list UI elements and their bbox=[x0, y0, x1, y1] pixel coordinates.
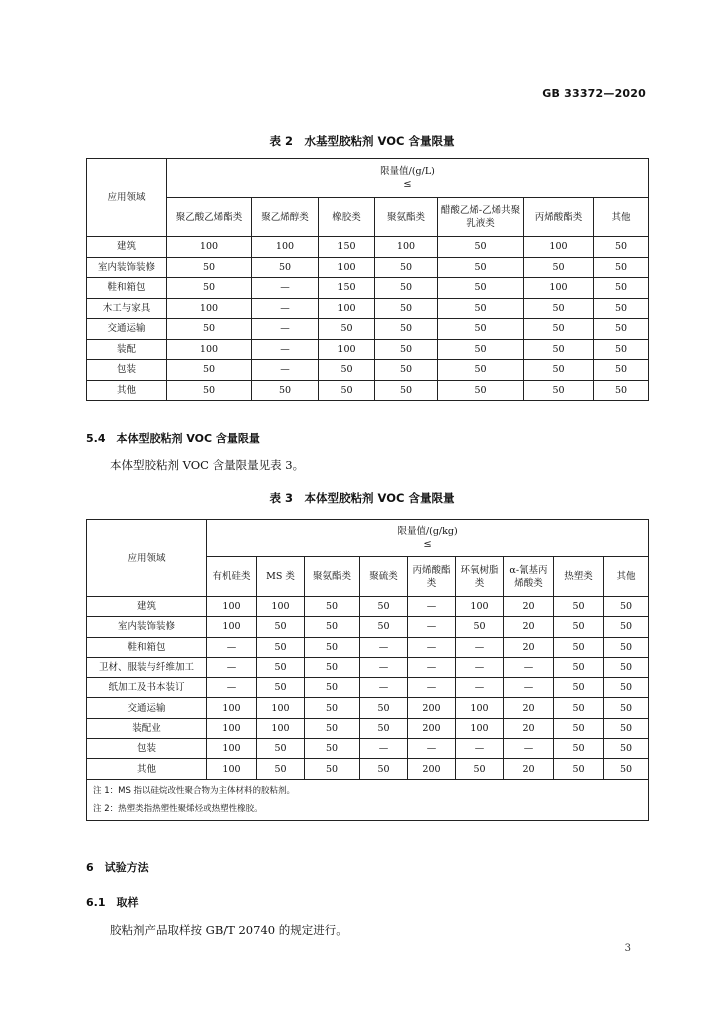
table3-cell: — bbox=[504, 739, 554, 759]
table2-cell: 100 bbox=[252, 237, 319, 258]
table3-cell: 50 bbox=[604, 759, 649, 779]
table3 bbox=[86, 519, 649, 821]
table3-cell: — bbox=[456, 678, 504, 698]
table3-cell: 50 bbox=[604, 637, 649, 657]
table2-cell: 50 bbox=[438, 278, 524, 299]
table2-cell: 50 bbox=[319, 380, 375, 401]
table2-row-field: 其他 bbox=[87, 380, 167, 401]
table2-cell: — bbox=[252, 298, 319, 319]
table2-row-field: 室内装饰装修 bbox=[87, 257, 167, 278]
table2-cell: 50 bbox=[167, 380, 252, 401]
table3-caption: 表 3 本体型胶粘剂 VOC 含量限量 bbox=[269, 491, 455, 505]
table-row bbox=[87, 678, 649, 698]
table3-cell: 50 bbox=[257, 657, 305, 677]
standard-number: GB 33372—2020 bbox=[542, 87, 646, 100]
table2-cell: 100 bbox=[167, 237, 252, 258]
table3-cell: 50 bbox=[257, 678, 305, 698]
table3-cell: 50 bbox=[305, 597, 360, 617]
section-6-title: 6 试验方法 bbox=[86, 861, 149, 874]
table3-row-field: 纸加工及书本装订 bbox=[87, 678, 207, 698]
table3-cell: 50 bbox=[257, 637, 305, 657]
table3-cell: 20 bbox=[504, 637, 554, 657]
table2-cell: — bbox=[252, 339, 319, 360]
table2-cell: 150 bbox=[319, 278, 375, 299]
table3-cell: 50 bbox=[305, 718, 360, 738]
table-row bbox=[87, 617, 649, 637]
table3-cell: 20 bbox=[504, 759, 554, 779]
table-row bbox=[87, 759, 649, 779]
table3-cell: 50 bbox=[554, 657, 604, 677]
table2-cell: 50 bbox=[438, 380, 524, 401]
table-row bbox=[87, 718, 649, 738]
table3-cell: 100 bbox=[207, 739, 257, 759]
table3-cell: 50 bbox=[604, 617, 649, 637]
section-6-1-title: 6.1 取样 bbox=[86, 896, 139, 909]
table2-cell: 50 bbox=[438, 298, 524, 319]
table3-cell: 50 bbox=[456, 759, 504, 779]
table2-cell: 50 bbox=[167, 278, 252, 299]
table2-cell: 50 bbox=[524, 339, 594, 360]
table3-cell: 100 bbox=[207, 759, 257, 779]
table3-cell: 50 bbox=[554, 637, 604, 657]
table3-col-header: 丙烯酸酯类 bbox=[408, 557, 456, 597]
table2-cell: — bbox=[252, 278, 319, 299]
table3-cell: 50 bbox=[554, 739, 604, 759]
table3-row-field: 交通运输 bbox=[87, 698, 207, 718]
table3-col-header: 热塑类 bbox=[554, 557, 604, 597]
table3-row-field: 其他 bbox=[87, 759, 207, 779]
table-row bbox=[87, 339, 649, 360]
table3-cell: 50 bbox=[604, 718, 649, 738]
table2-cell: 50 bbox=[375, 278, 438, 299]
section-5-4-title: 5.4 本体型胶粘剂 VOC 含量限量 bbox=[86, 432, 260, 445]
table3-cell: 50 bbox=[360, 718, 408, 738]
table3-cell: 100 bbox=[257, 698, 305, 718]
table3-cell: 50 bbox=[305, 739, 360, 759]
table3-cell: — bbox=[360, 678, 408, 698]
table3-cell: 100 bbox=[257, 718, 305, 738]
table3-cell: — bbox=[207, 637, 257, 657]
table2-cell: 100 bbox=[167, 339, 252, 360]
table-row bbox=[87, 637, 649, 657]
table3-limit-header: 限量值/(g/kg) ≤ bbox=[207, 520, 649, 557]
table3-cell: — bbox=[408, 617, 456, 637]
table3-col-header: MS 类 bbox=[257, 557, 305, 597]
table3-field-header: 应用领域 bbox=[87, 520, 207, 597]
table3-cell: — bbox=[408, 678, 456, 698]
table2-cell: 50 bbox=[252, 257, 319, 278]
table3-cell: — bbox=[504, 678, 554, 698]
table3-cell: 50 bbox=[604, 597, 649, 617]
table2-limit-header: 限量值/(g/L) ≤ bbox=[167, 159, 649, 198]
table3-col-header: 聚氨酯类 bbox=[305, 557, 360, 597]
table3-cell: 50 bbox=[257, 617, 305, 637]
table2-col-header: 丙烯酸酯类 bbox=[524, 198, 594, 237]
table3-row-field: 包装 bbox=[87, 739, 207, 759]
table3-cell: 20 bbox=[504, 698, 554, 718]
table2-cell: 50 bbox=[438, 319, 524, 340]
table3-cell: 50 bbox=[554, 759, 604, 779]
table3-cell: — bbox=[408, 597, 456, 617]
table3-cell: 200 bbox=[408, 698, 456, 718]
table3-row-field: 建筑 bbox=[87, 597, 207, 617]
table2-cell: 50 bbox=[167, 360, 252, 381]
table2-caption: 表 2 水基型胶粘剂 VOC 含量限量 bbox=[269, 134, 455, 148]
table2-col-header: 聚乙烯醇类 bbox=[252, 198, 319, 237]
table3-cell: 50 bbox=[305, 759, 360, 779]
table3-cell: 50 bbox=[604, 698, 649, 718]
table2-cell: 50 bbox=[524, 360, 594, 381]
table3-cell: 100 bbox=[257, 597, 305, 617]
table3-cell: 100 bbox=[456, 597, 504, 617]
table2-cell: 100 bbox=[375, 237, 438, 258]
table2-cell: 50 bbox=[375, 298, 438, 319]
table2-cell: 50 bbox=[524, 257, 594, 278]
table2-col-header: 醋酸乙烯-乙烯共聚乳液类 bbox=[438, 198, 524, 237]
table3-cell: 50 bbox=[554, 597, 604, 617]
table3-note-1: 注 1：MS 指以硅烷改性聚合物为主体材料的胶粘剂。 bbox=[93, 785, 296, 796]
table3-row-field: 室内装饰装修 bbox=[87, 617, 207, 637]
table3-cell: — bbox=[456, 657, 504, 677]
table2-cell: 50 bbox=[438, 257, 524, 278]
table3-cell: 50 bbox=[360, 759, 408, 779]
table3-cell: 50 bbox=[604, 739, 649, 759]
table3-cell: — bbox=[207, 678, 257, 698]
table3-cell: 100 bbox=[207, 617, 257, 637]
table2-cell: 50 bbox=[319, 319, 375, 340]
table3-cell: — bbox=[360, 637, 408, 657]
table2-cell: 50 bbox=[594, 298, 649, 319]
table2-cell: 50 bbox=[594, 360, 649, 381]
table3-col-header: 聚硫类 bbox=[360, 557, 408, 597]
table2-cell: 50 bbox=[594, 278, 649, 299]
table2-field-header: 应用领域 bbox=[87, 159, 167, 237]
table3-col-header: 其他 bbox=[604, 557, 649, 597]
table3-cell: 50 bbox=[305, 698, 360, 718]
table2-col-header: 其他 bbox=[594, 198, 649, 237]
table3-cell: 50 bbox=[305, 657, 360, 677]
table2-cell: 100 bbox=[167, 298, 252, 319]
table3-cell: 50 bbox=[604, 657, 649, 677]
table3-cell: 100 bbox=[207, 597, 257, 617]
table-row bbox=[87, 657, 649, 677]
table2-cell: 50 bbox=[524, 319, 594, 340]
table3-cell: 50 bbox=[257, 759, 305, 779]
table2-cell: 50 bbox=[167, 257, 252, 278]
table3-cell: 100 bbox=[207, 718, 257, 738]
table3-notes bbox=[87, 779, 649, 820]
table3-cell: — bbox=[360, 739, 408, 759]
table3-cell: 100 bbox=[456, 698, 504, 718]
table2-row-field: 建筑 bbox=[87, 237, 167, 258]
table2-cell: — bbox=[252, 319, 319, 340]
table3-cell: 100 bbox=[456, 718, 504, 738]
table2-cell: 50 bbox=[594, 319, 649, 340]
table3-cell: — bbox=[456, 739, 504, 759]
table3-cell: 50 bbox=[604, 678, 649, 698]
table-row bbox=[87, 360, 649, 381]
table3-cell: 20 bbox=[504, 597, 554, 617]
table2-cell: 50 bbox=[594, 339, 649, 360]
table3-cell: 50 bbox=[305, 678, 360, 698]
table2-cell: 50 bbox=[252, 380, 319, 401]
table3-cell: 20 bbox=[504, 718, 554, 738]
table3-cell: 50 bbox=[554, 617, 604, 637]
table2-cell: 50 bbox=[167, 319, 252, 340]
table2-row-field: 交通运输 bbox=[87, 319, 167, 340]
table2-cell: 100 bbox=[319, 339, 375, 360]
table3-cell: 20 bbox=[504, 617, 554, 637]
table3-note-2: 注 2：热塑类指热塑性聚烯烃或热塑性橡胶。 bbox=[93, 803, 263, 814]
table-row bbox=[87, 257, 649, 278]
table2-cell: — bbox=[252, 360, 319, 381]
table2-cell: 100 bbox=[319, 298, 375, 319]
table2-cell: 50 bbox=[319, 360, 375, 381]
table3-cell: 200 bbox=[408, 759, 456, 779]
table2-cell: 50 bbox=[375, 319, 438, 340]
table3-cell: — bbox=[456, 637, 504, 657]
table3-cell: 50 bbox=[554, 678, 604, 698]
table2-cell: 50 bbox=[594, 237, 649, 258]
table2 bbox=[86, 158, 649, 401]
table-row bbox=[87, 739, 649, 759]
table2-cell: 50 bbox=[524, 380, 594, 401]
table-row bbox=[87, 597, 649, 617]
table-row bbox=[87, 319, 649, 340]
table3-cell: 50 bbox=[257, 739, 305, 759]
table3-col-header: α-氰基丙烯酸类 bbox=[504, 557, 554, 597]
table2-cell: 150 bbox=[319, 237, 375, 258]
table3-col-header: 环氧树脂类 bbox=[456, 557, 504, 597]
table3-cell: 50 bbox=[554, 718, 604, 738]
table2-cell: 100 bbox=[319, 257, 375, 278]
table2-row-field: 木工与家具 bbox=[87, 298, 167, 319]
section-6-1-text: 胶粘剂产品取样按 GB/T 20740 的规定进行。 bbox=[110, 923, 348, 937]
table3-col-header: 有机硅类 bbox=[207, 557, 257, 597]
table3-row-field: 卫材、服装与纤维加工 bbox=[87, 657, 207, 677]
table2-cell: 50 bbox=[438, 237, 524, 258]
table3-cell: 50 bbox=[305, 637, 360, 657]
table3-cell: — bbox=[408, 739, 456, 759]
section-5-4-text: 本体型胶粘剂 VOC 含量限量见表 3。 bbox=[110, 458, 305, 472]
table-row bbox=[87, 698, 649, 718]
table3-cell: 100 bbox=[207, 698, 257, 718]
table3-cell: 50 bbox=[360, 698, 408, 718]
table-row bbox=[87, 278, 649, 299]
table3-cell: 50 bbox=[360, 597, 408, 617]
table2-row-field: 包装 bbox=[87, 360, 167, 381]
table2-cell: 50 bbox=[375, 257, 438, 278]
table3-cell: — bbox=[360, 657, 408, 677]
table-row bbox=[87, 298, 649, 319]
table2-cell: 100 bbox=[524, 278, 594, 299]
table3-row-field: 鞋和箱包 bbox=[87, 637, 207, 657]
table3-cell: — bbox=[408, 637, 456, 657]
table-row bbox=[87, 380, 649, 401]
table3-cell: — bbox=[207, 657, 257, 677]
table-row bbox=[87, 237, 649, 258]
page-number: 3 bbox=[624, 943, 631, 954]
table3-cell: — bbox=[504, 657, 554, 677]
table3-cell: — bbox=[408, 657, 456, 677]
table3-cell: 50 bbox=[360, 617, 408, 637]
table2-cell: 50 bbox=[438, 360, 524, 381]
table2-col-header: 橡胶类 bbox=[319, 198, 375, 237]
table2-row-field: 装配 bbox=[87, 339, 167, 360]
table2-cell: 50 bbox=[524, 298, 594, 319]
table2-cell: 50 bbox=[594, 257, 649, 278]
table2-cell: 50 bbox=[594, 380, 649, 401]
table2-cell: 50 bbox=[375, 339, 438, 360]
table3-cell: 200 bbox=[408, 718, 456, 738]
table2-cell: 50 bbox=[375, 380, 438, 401]
table2-cell: 50 bbox=[438, 339, 524, 360]
table3-row-field: 装配业 bbox=[87, 718, 207, 738]
table2-col-header: 聚乙酸乙烯酯类 bbox=[167, 198, 252, 237]
table3-cell: 50 bbox=[456, 617, 504, 637]
table2-row-field: 鞋和箱包 bbox=[87, 278, 167, 299]
table2-cell: 50 bbox=[375, 360, 438, 381]
table2-cell: 100 bbox=[524, 237, 594, 258]
table3-cell: 50 bbox=[305, 617, 360, 637]
table3-cell: 50 bbox=[554, 698, 604, 718]
table2-col-header: 聚氨酯类 bbox=[375, 198, 438, 237]
